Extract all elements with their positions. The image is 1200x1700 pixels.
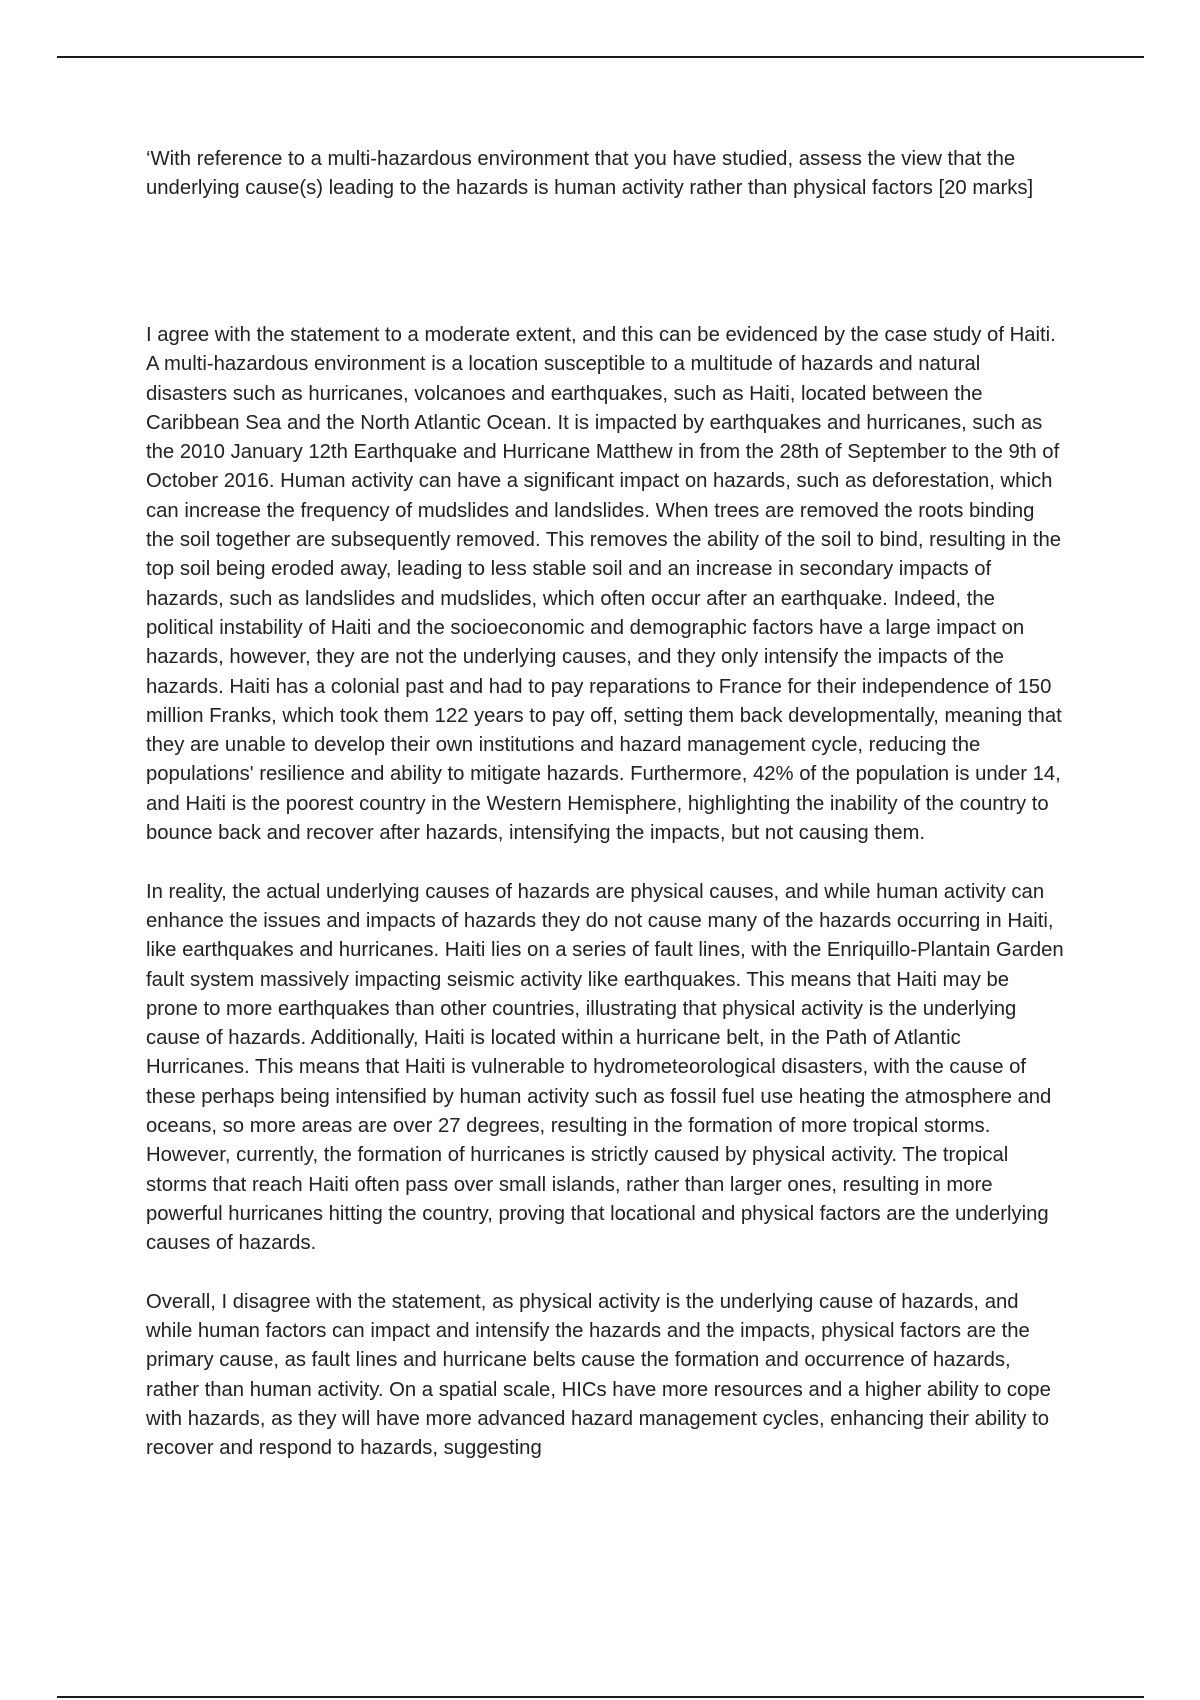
- paragraph-2: In reality, the actual underlying causes of hazards are physical causes, and while human activity can enhance the issues and impacts of hazards they do not cause many of the hazards occurring in Haiti, like earthquakes and hurricanes. Haiti lies on a series of fault lines, with the Enriquillo-Plantain Garden fault system massively impacting seismic activity like earthquakes. This means that Haiti may be prone to more earthquakes than other countries, illustrating that physical activity is the underlying cause of hazards. Additionally, Haiti is located within a hurricane belt, in the Path of Atlantic Hurricanes. This means that Haiti is vulnerable to hydrometeorological disasters, with the cause of these perhaps being intensified by human activity such as fossil fuel use heating the atmosphere and oceans, so more areas are over 27 degrees, resulting in the formation of more tropical storms. However, currently, the formation of hurricanes is strictly caused by physical activity. The tropical storms that reach Haiti often pass over small islands, rather than larger ones, resulting in more powerful hurricanes hitting the country, proving that locational and physical factors are the underlying causes of hazards.: [146, 880, 1064, 1255]
- top-rule: [57, 56, 1144, 58]
- essay-question: ‘With reference to a multi-hazardous environment that you have studied, assess the view that the underlying cause(s) leading to the hazards is human activity rather than physical factors [20 marks]: [146, 148, 1034, 200]
- document-body: [146, 145, 1066, 1464]
- paragraph-3: Overall, I disagree with the statement, as physical activity is the underlying cause of hazards, and while human factors can impact and intensify the hazards and the impacts, physical factors are the primary cause, as fault lines and hurricane belts cause the formation and occurrence of hazards, rather than human activity. On a spatial scale, HICs have more resources and a higher ability to cope with hazards, as they will have more advanced hazard management cycles, enhancing their ability to recover and respond to hazards, suggesting: [146, 1290, 1051, 1460]
- paragraph-1: I agree with the statement to a moderate extent, and this can be evidenced by the case study of Haiti. A multi-hazardous environment is a location susceptible to a multitude of hazards and natural disasters such as hurricanes, volcanoes and earthquakes, such as Haiti, located between the Caribbean Sea and the North Atlantic Ocean. It is impacted by earthquakes and hurricanes, such as the 2010 January 12th Earthquake and Hurricane Matthew in from the 28th of September to the 9th of October 2016. Human activity can have a significant impact on hazards, such as deforestation, which can increase the frequency of mudslides and landslides. When trees are removed the roots binding the soil together are subsequently removed. This removes the ability of the soil to bind, resulting in the top soil being eroded away, leading to less stable soil and an increase in secondary impacts of hazards, such as landslides and mudslides, which often occur after an earthquake. Indeed, the political instability of Haiti and the socioeconomic and demographic factors have a large impact on hazards, however, they are not the underlying causes, and they only intensify the impacts of the hazards. Haiti has a colonial past and had to pay reparations to France for their independence of 150 million Franks, which took them 122 years to pay off, setting them back developmentally, meaning that they are unable to develop their own institutions and hazard management cycle, reducing the populations' resilience and ability to mitigate hazards. Furthermore, 42% of the population is under 14, and Haiti is the poorest country in the Western Hemisphere, highlighting the inability of the country to bounce back and recover after hazards, intensifying the impacts, but not causing them.: [146, 324, 1062, 845]
- bottom-rule: [57, 1696, 1144, 1698]
